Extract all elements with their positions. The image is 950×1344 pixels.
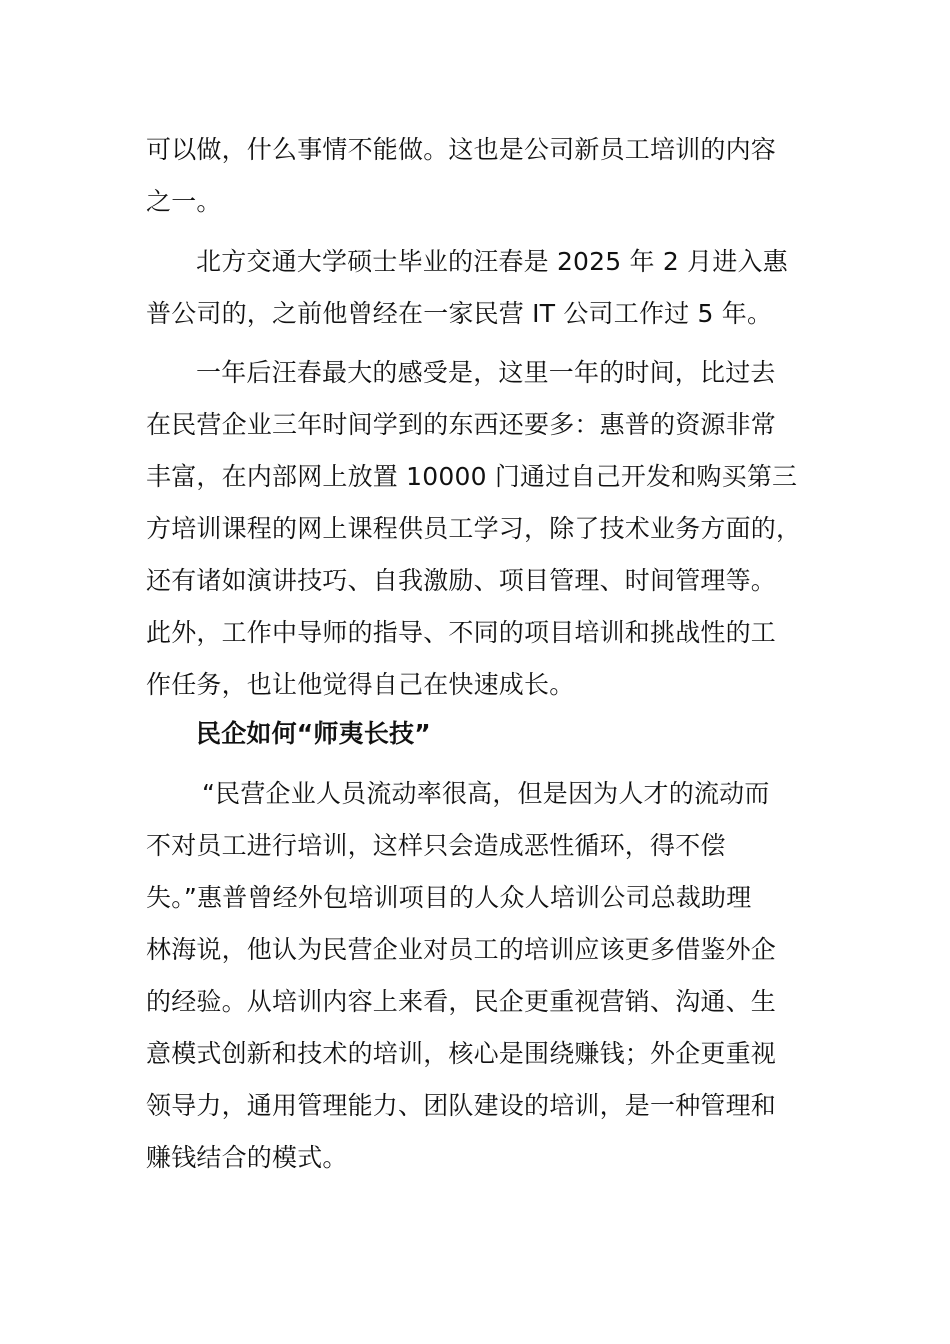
text-line: “民营企业人员流动率很高，但是因为人才的流动而 (202, 779, 770, 808)
text-line: 赚钱结合的模式。 (146, 1143, 348, 1172)
text-line: 意模式创新和技术的培训，核心是围绕赚钱；外企更重视 (146, 1039, 777, 1068)
text-line: 之一。 (146, 187, 222, 216)
paragraph-1 (146, 124, 806, 228)
text-line: 在民营企业三年时间学到的东西还要多：惠普的资源非常 (146, 410, 777, 439)
text-line: 失。”惠普曾经外包培训项目的人众人培训公司总裁助理 (146, 883, 752, 912)
text-line: 领导力，通用管理能力、团队建设的培训，是一种管理和 (146, 1091, 777, 1120)
text-line: 此外，工作中导师的指导、不同的项目培训和挑战性的工 (146, 618, 777, 647)
section-heading (146, 708, 806, 760)
paragraph-4 (146, 768, 806, 1184)
heading-text: 民企如何“师夷长技” (196, 719, 431, 748)
text-line: 普公司的，之前他曾经在一家民营 IT 公司工作过 5 年。 (146, 299, 773, 328)
paragraph-2 (146, 236, 806, 340)
text-line: 可以做，什么事情不能做。这也是公司新员工培训的内容 (146, 135, 777, 164)
text-line: 不对员工进行培训，这样只会造成恶性循环，得不偿 (146, 831, 726, 860)
text-line: 作任务，也让他觉得自己在快速成长。 (146, 670, 575, 699)
text-line: 林海说，他认为民营企业对员工的培训应该更多借鉴外企 (146, 935, 777, 964)
text-line: 一年后汪春最大的感受是，这里一年的时间，比过去 (196, 358, 776, 387)
text-line: 北方交通大学硕士毕业的汪春是 2025 年 2 月进入惠 (196, 247, 788, 276)
text-line: 的经验。从培训内容上来看，民企更重视营销、沟通、生 (146, 987, 777, 1016)
paragraph-3 (146, 347, 806, 711)
text-line: 丰富，在内部网上放置 10000 门通过自己开发和购买第三 (146, 462, 798, 491)
text-line: 还有诸如演讲技巧、自我激励、项目管理、时间管理等。 (146, 566, 777, 595)
text-line: 方培训课程的网上课程供员工学习，除了技术业务方面的， (146, 514, 802, 543)
